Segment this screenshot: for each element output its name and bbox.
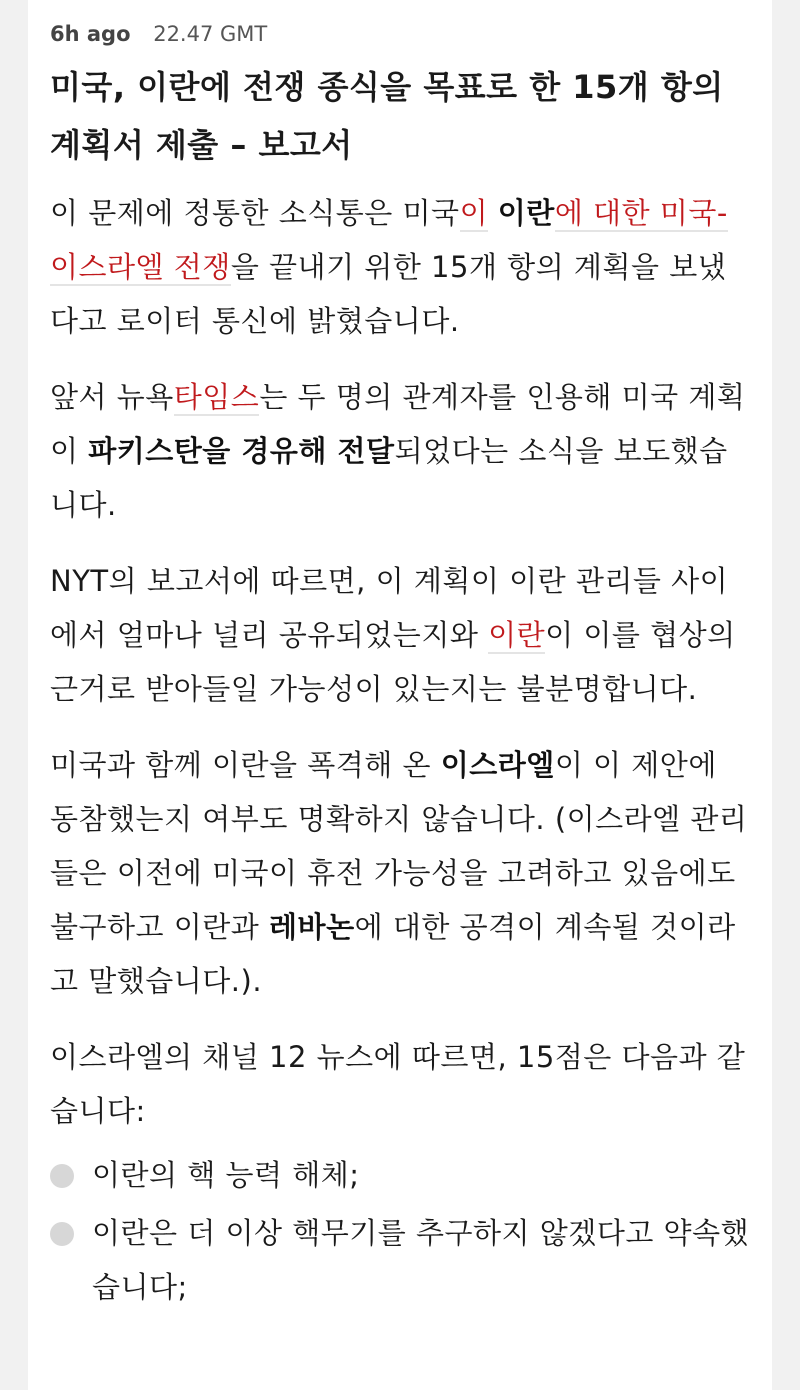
text-span: 이스라엘의 채널 12 뉴스에 따르면, 15점은 다음과 같습니다: <box>50 1040 746 1128</box>
paragraph-1 <box>50 186 752 348</box>
text-span: 는 두 명의 관계자를 인용해 미국 계획이 <box>50 380 746 468</box>
paragraph-4 <box>50 738 752 1008</box>
post-meta <box>50 18 752 50</box>
bullet-dot-icon <box>50 1164 74 1188</box>
text-span: 이 문제에 정통한 소식통은 미국 <box>50 196 460 230</box>
time-ago: 6h ago <box>50 22 131 46</box>
inline-link[interactable]: 이 <box>459 196 489 230</box>
headline: 미국, 이란에 전쟁 종식을 목표로 한 15개 항의 계획서 제출 – 보고서 <box>50 68 724 164</box>
text-span: 미국과 함께 이란을 폭격해 온 <box>50 748 441 782</box>
inline-link[interactable]: 에 대한 미국-이스라엘 전쟁 <box>50 196 728 284</box>
paragraph-3 <box>50 554 752 716</box>
list-item <box>50 1206 752 1314</box>
list-item <box>50 1148 752 1202</box>
text-span: 이 이 제안에 동참했는지 여부도 명확하지 않습니다. (이스라엘 관리들은 이전에 미국이 휴전 가능성을 고려하고 있음에도 불구하고 이란과 <box>50 748 748 944</box>
paragraph-2 <box>50 370 752 532</box>
article-body <box>50 0 752 1314</box>
bold-text: 이스라엘 <box>440 748 555 782</box>
text-span: 을 끝내기 위한 15개 항의 계획을 보냈다고 로이터 통신에 밝혔습니다. <box>50 250 727 338</box>
text-span: 되었다는 소식을 보도했습니다. <box>50 434 728 522</box>
text-span <box>488 196 498 230</box>
right-gutter <box>772 0 800 1390</box>
inline-link[interactable]: 타임스 <box>173 380 260 414</box>
bullet-list <box>50 1148 752 1314</box>
text-span: NYT의 보고서에 따르면, 이 계획이 이란 관리들 사이에서 얼마나 널리 공유되었는지와 <box>50 564 729 652</box>
bullet-dot-icon <box>50 1222 74 1246</box>
paragraph-5 <box>50 1030 752 1138</box>
list-item-text: 이란의 핵 능력 해체; <box>92 1158 360 1192</box>
text-span: 이 이를 협상의 근거로 받아들일 가능성이 있는지는 불분명합니다. <box>50 618 736 706</box>
bold-text: 레바논 <box>269 910 355 944</box>
bold-text: 파키스탄을 경유해 전달 <box>88 434 395 468</box>
timestamp: 22.47 GMT <box>153 22 268 46</box>
text-span: 앞서 뉴욕 <box>50 380 174 414</box>
bold-text: 이란 <box>497 196 555 230</box>
inline-link[interactable]: 이란 <box>488 618 546 652</box>
left-gutter <box>0 0 28 1390</box>
list-item-text: 이란은 더 이상 핵무기를 추구하지 않겠다고 약속했습니다; <box>92 1216 750 1304</box>
text-span: 에 대한 공격이 계속될 것이라고 말했습니다.). <box>50 910 736 998</box>
